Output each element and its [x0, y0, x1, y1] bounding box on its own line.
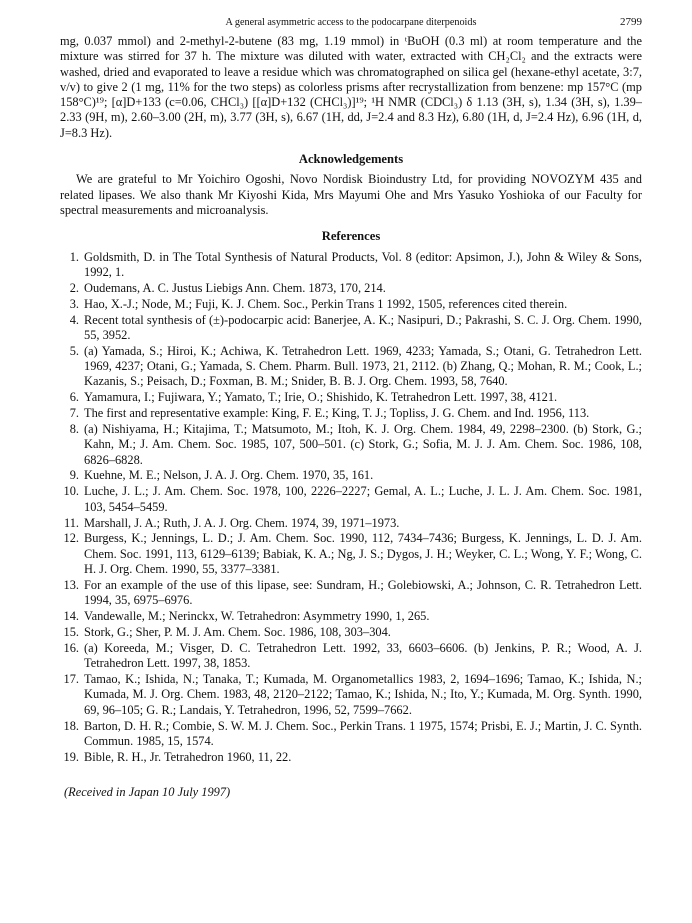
- reference-text: The first and representative example: King, F. E.; King, T. J.; Topliss, J. G. Chem. and Ind. 1956, 113.: [84, 406, 590, 421]
- reference-item: [60, 422, 642, 468]
- reference-item: [60, 641, 642, 672]
- reference-number: 3.: [69, 296, 79, 311]
- reference-item: [60, 719, 642, 750]
- reference-text: Tamao, K.; Ishida, N.; Tanaka, T.; Kumada, M. Organometallics 1983, 2, 1694–1696; Tamao, K.; Ishida, N.; Kumada, M. J. Org. Chem. 1983, 48, 2120–2122; Tamao, K.; Ishida, N.; Ito, Y.; Kumada, M. Org. Synth. 1990, 69, 96–105; G. R.; Landais, Y. Tetrahedron, 1996, 52, 7599–7662.: [84, 672, 642, 717]
- reference-item: [60, 313, 642, 344]
- reference-number: 6.: [69, 390, 79, 405]
- reference-text: (a) Koreeda, M.; Visger, D. C. Tetrahedron Lett. 1992, 33, 6603–6606. (b) Jenkins, P. R.; Wood, A. J. Tetrahedron Lett. 1997, 38, 1853.: [84, 640, 642, 671]
- reference-item: [60, 531, 642, 577]
- reference-item: [60, 750, 642, 765]
- reference-number: 16.: [63, 640, 79, 655]
- acknowledgements-heading: Acknowledgements: [298, 152, 404, 167]
- reference-number: 2.: [69, 280, 79, 295]
- reference-number: 19.: [63, 749, 79, 764]
- reference-item: [60, 516, 642, 531]
- references-section: [60, 229, 642, 765]
- reference-item: [60, 250, 642, 281]
- reference-text: Goldsmith, D. in The Total Synthesis of Natural Products, Vol. 8 (editor: Apsimon, J.), John & Wiley & Sons, 1992, 1.: [84, 249, 642, 279]
- reference-number: 10.: [63, 484, 79, 499]
- reference-text: Hao, X.-J.; Node, M.; Fuji, K. J. Chem. Soc., Perkin Trans 1 1992, 1505, references cited therein.: [84, 296, 568, 311]
- reference-number: 5.: [69, 343, 79, 358]
- reference-number: 14.: [63, 609, 79, 624]
- page-number: 2799: [620, 16, 642, 28]
- journal-page: [60, 14, 642, 800]
- references-heading: References: [321, 229, 381, 244]
- reference-text: Vandewalle, M.; Nerinckx, W. Tetrahedron: Asymmetry 1990, 1, 265.: [84, 609, 430, 624]
- reference-text: Yamamura, I.; Fujiwara, Y.; Yamato, T.; Irie, O.; Shishido, K. Tetrahedron Lett. 1997, 38, 4121.: [84, 390, 558, 405]
- running-head: [60, 14, 642, 34]
- reference-item: [60, 625, 642, 640]
- reference-number: 11.: [63, 515, 79, 530]
- reference-text: Recent total synthesis of (±)-podocarpic acid: Banerjee, A. K.; Nasipuri, D.; Pakrashi, S. C. J. Org. Chem. 1990, 55, 3952.: [84, 312, 642, 342]
- received-date-line: [60, 785, 642, 800]
- running-head-title: A general asymmetric access to the podocarpane diterpenoids: [225, 17, 477, 28]
- reference-item: [60, 281, 642, 296]
- received-text: (Received in Japan 10 July 1997): [64, 785, 231, 800]
- reference-item: [60, 672, 642, 718]
- reference-text: Stork, G.; Sher, P. M. J. Am. Chem. Soc. 1986, 108, 303–304.: [84, 625, 391, 639]
- reference-item: [60, 297, 642, 312]
- reference-item: [60, 390, 642, 405]
- reference-text: Burgess, K.; Jennings, L. D.; J. Am. Chem. Soc. 1990, 112, 7434–7436; Burgess, K. Jennings, L. D. J. Am. Chem. Soc. 1991, 113, 6129–6139; Babiak, K. A.; Ng, J. S.; Dygos, J. H.; Weyker, C. L.; Wong, Y. F.; Wong, C. H. J. Org. Chem. 1990, 55, 3377–3381.: [84, 531, 642, 577]
- reference-item: [60, 609, 642, 624]
- reference-number: 17.: [63, 672, 79, 687]
- reference-number: 4.: [69, 312, 79, 327]
- acknowledgements-paragraph: We are grateful to Mr Yoichiro Ogoshi, Novo Nordisk Bioindustry Ltd, for providing NOVOZYM 435 and related lipases. We also thank Mr Kiyoshi Kida, Mrs Mayumi Ohe and Mrs Yasuko Yoshioka of our Faculty for spectral measurements and microanalysis.: [60, 172, 642, 217]
- reference-text: Kuehne, M. E.; Nelson, J. A. J. Org. Chem. 1970, 35, 161.: [84, 468, 374, 483]
- reference-item: [60, 578, 642, 609]
- reference-item: [60, 468, 642, 483]
- experimental-section: [60, 34, 642, 141]
- reference-text: For an example of the use of this lipase, see: Sundram, H.; Golebiowski, A.; Johnson, C. R. Tetrahedron Lett. 1994, 35, 6975–6976.: [84, 577, 642, 608]
- reference-number: 18.: [63, 718, 79, 733]
- reference-number: 13.: [63, 577, 79, 592]
- reference-text: Barton, D. H. R.; Combie, S. W. M. J. Chem. Soc., Perkin Trans. 1 1975, 1574; Prisbi, E. J.; Martin, J. C. Synth. Commun. 1985, 15, 1574.: [84, 718, 642, 748]
- reference-text: Bible, R. H., Jr. Tetrahedron 1960, 11, 22.: [84, 749, 292, 764]
- reference-number: 8.: [69, 421, 79, 436]
- reference-number: 12.: [63, 531, 79, 546]
- reference-number: 9.: [69, 468, 79, 483]
- reference-number: 1.: [69, 249, 79, 264]
- reference-text: Luche, J. L.; J. Am. Chem. Soc. 1978, 100, 2226–2227; Gemal, A. L.; Luche, J. L. J. Am. Chem. Soc. 1981, 103, 5454–5459.: [84, 484, 642, 514]
- acknowledgements-section: [60, 152, 642, 218]
- reference-text: (a) Nishiyama, H.; Kitajima, T.; Matsumoto, M.; Itoh, K. J. Org. Chem. 1984, 49, 2298–2300. (b) Stork, G.; Kahn, M.; J. Am. Chem. Soc. 1985, 107, 500–501. (c) Stork, G.; Sofia, M. J. J. Am. Chem. Soc. 1986, 108, 6826–6828.: [84, 421, 642, 467]
- references-list: [60, 250, 642, 765]
- reference-text: Oudemans, A. C. Justus Liebigs Ann. Chem. 1873, 170, 214.: [84, 280, 386, 295]
- reference-text: Marshall, J. A.; Ruth, J. A. J. Org. Chem. 1974, 39, 1971–1973.: [84, 515, 400, 530]
- reference-number: 15.: [63, 625, 79, 639]
- reference-item: [60, 484, 642, 515]
- reference-text: (a) Yamada, S.; Hiroi, K.; Achiwa, K. Tetrahedron Lett. 1969, 4233; Yamada, S.; Otani, G. Tetrahedron Lett. 1969, 4237; Otani, G.; Yamada, S. Chem. Pharm. Bull. 1973, 21, 2112. (b) Zhang, Q.; Mohan, R. M.; Cook, L.; Kazanis, S.; Peisach, D.; Foxman, B. M.; Snider, B. B. J. Org. Chem. 1993, 58, 7640.: [84, 343, 642, 389]
- reference-item: [60, 406, 642, 421]
- reference-item: [60, 344, 642, 390]
- reference-number: 7.: [69, 406, 79, 421]
- experimental-paragraph: mg, 0.037 mmol) and 2-methyl-2-butene (83 mg, 1.19 mmol) in ᵗBuOH (0.3 ml) at room temperature and the mixture was stirred for 37 h. The mixture was diluted with water, extracted with CH₂Cl₂ and the extracts were washed, dried and evaporated to leave a residue which was chromatographed on silica gel (hexane-ethyl acetate, 3:7, v/v) to give 2 (1 mg, 11% for the two steps) as colorless prisms after recrystallization from benzene: mp 157°C (mp 158°C)¹⁹; [α]D+133 (c=0.06, CHCl₃) [[α]D+132 (CHCl₃)]¹⁹; ¹H NMR (CDCl₃) δ 1.13 (3H, s), 1.34 (3H, s), 1.39–2.33 (9H, m), 2.60–3.00 (2H, m), 3.77 (3H, s), 6.67 (1H, dd, J=2.4 and 8.3 Hz), 6.80 (1H, d, J=2.4 Hz), 6.96 (1H, d, J=8.3 Hz).: [60, 34, 642, 140]
